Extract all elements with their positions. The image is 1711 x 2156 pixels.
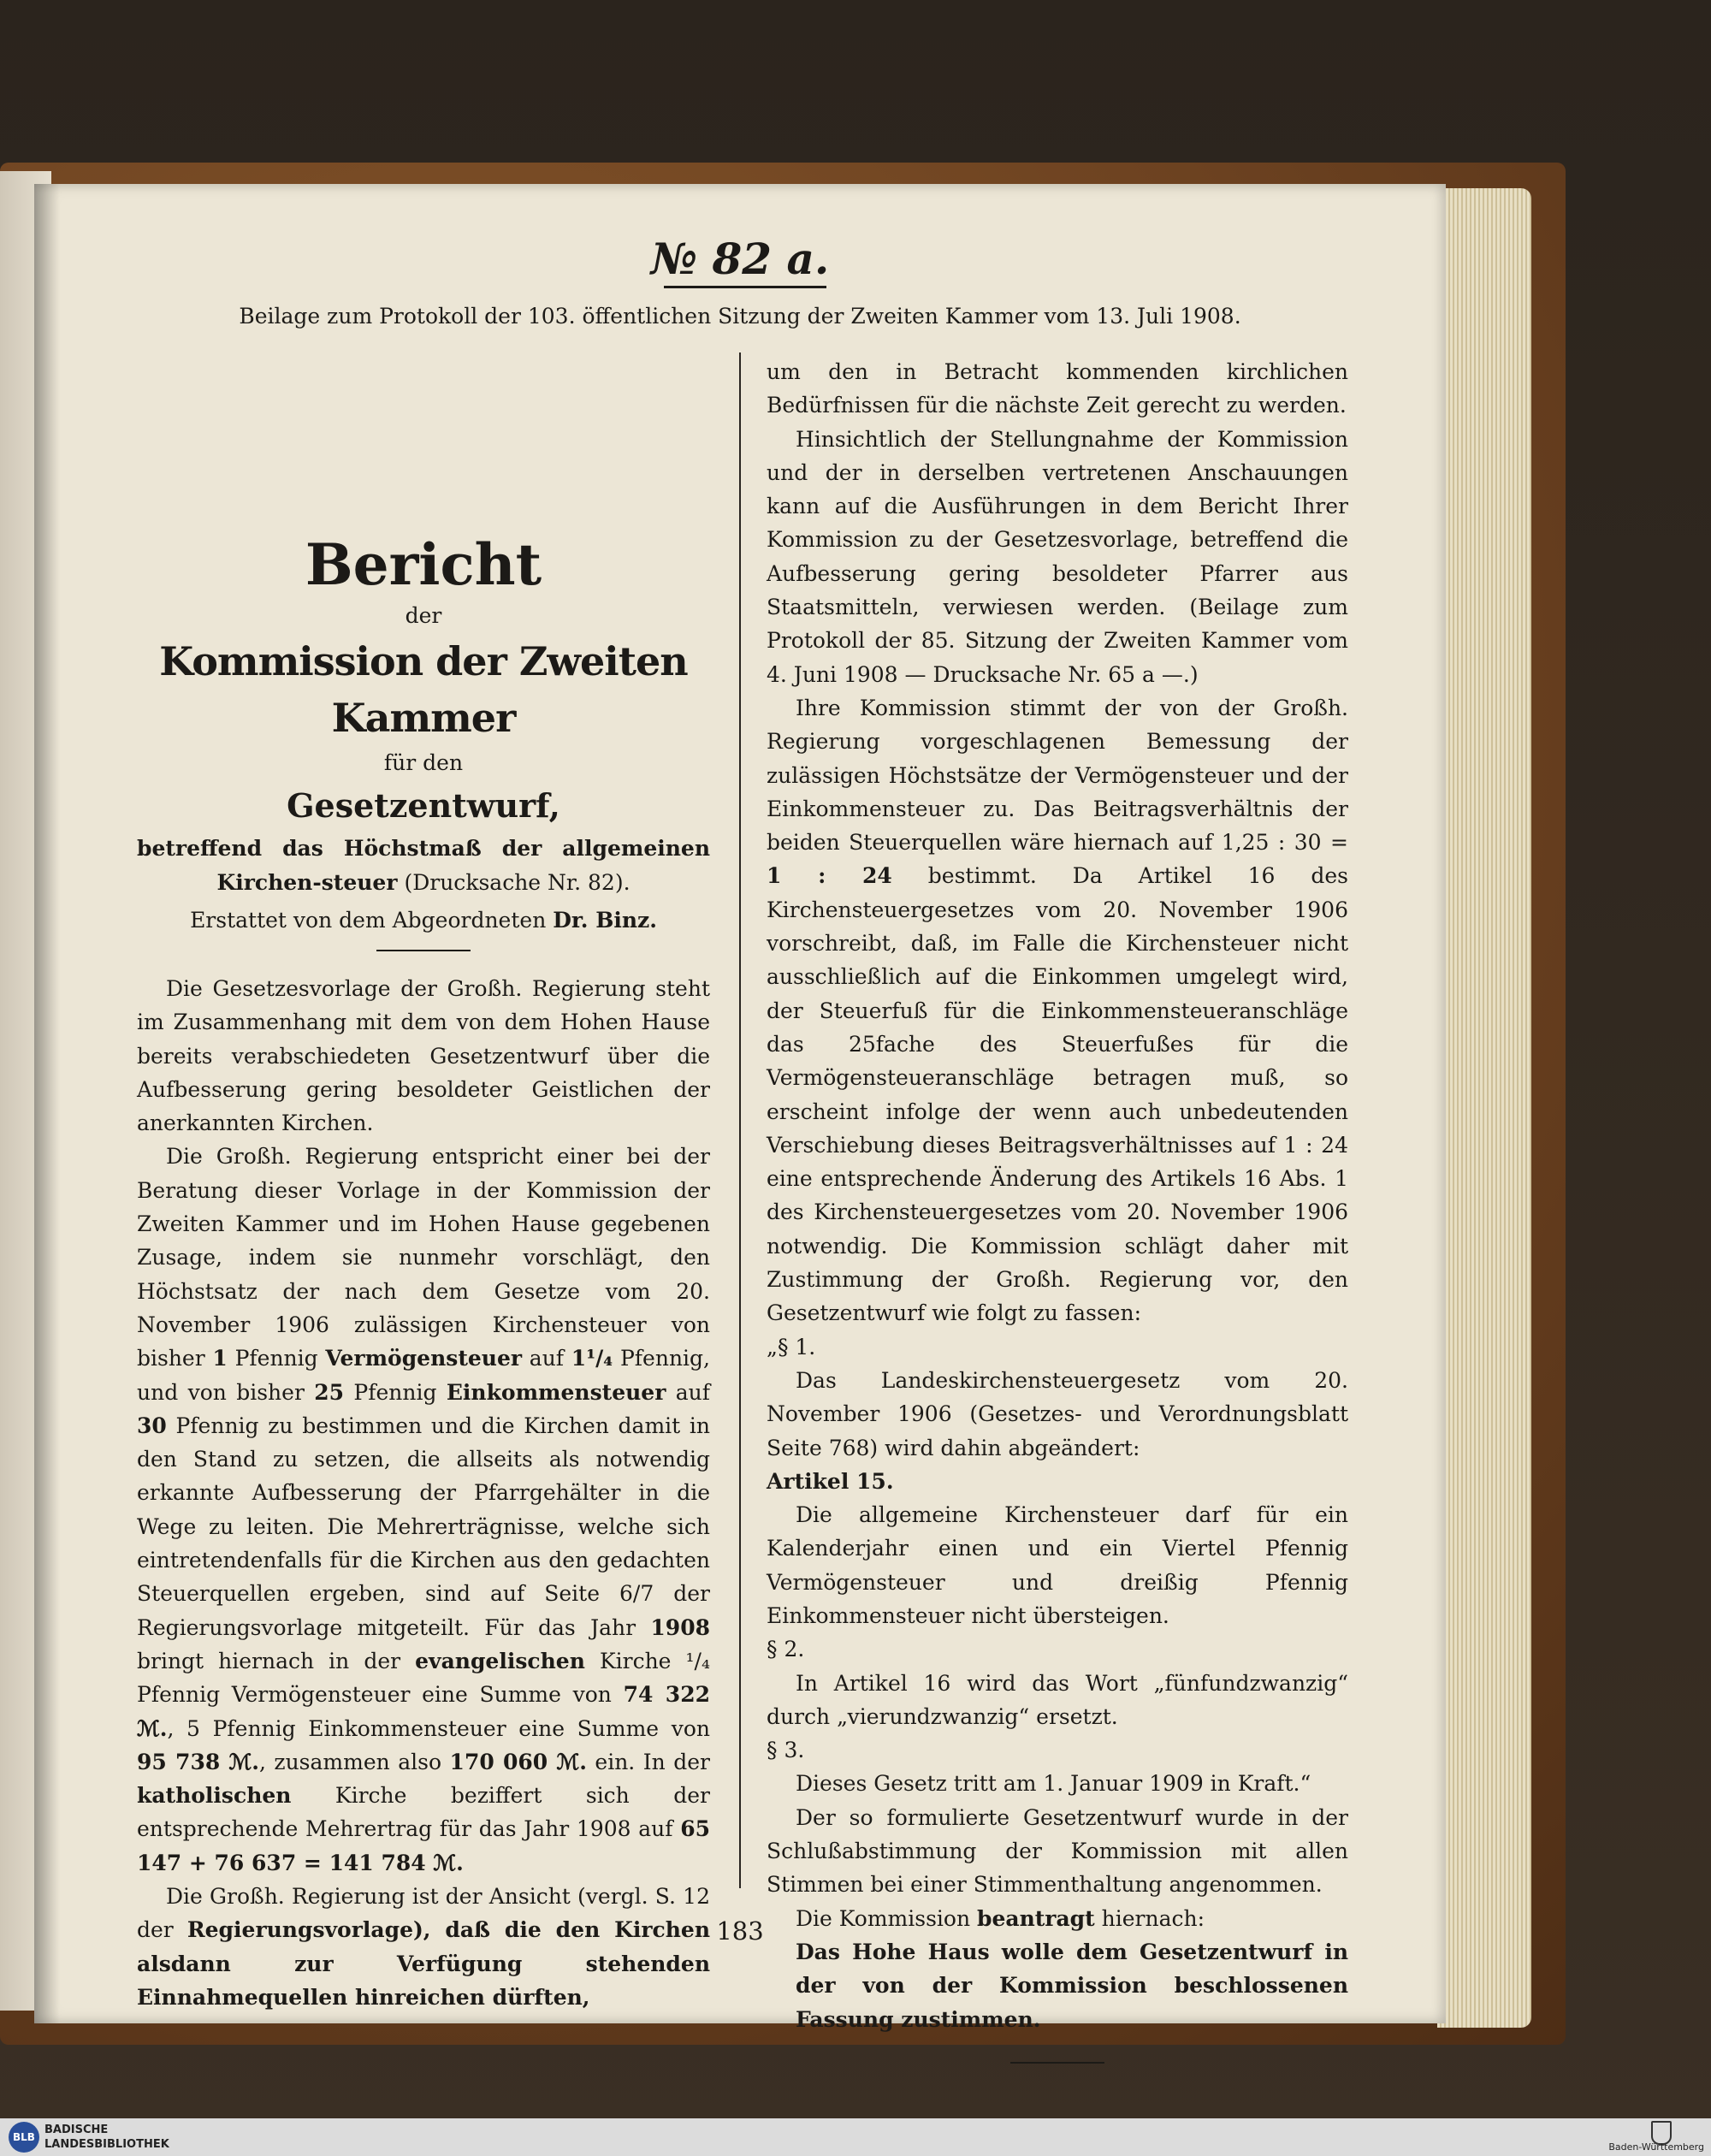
text-run: bringt hiernach in der: [137, 1648, 416, 1673]
section-2-text: In Artikel 16 wird das Wort „fünfundzwanzig“ durch „vierundzwanzig“ ersetzt.: [767, 1670, 1348, 1729]
left-paragraph-1: Die Gesetzesvorlage der Großh. Regierung steht im Zusammenhang mit dem von dem Hohen Hause bereits verabschiedeten Gesetzentwurf über die Aufbesserung gering besoldeter Geistlichen der anerkannten Kirchen.: [137, 976, 710, 1136]
section-3-text: Dieses Gesetz tritt am 1. Januar 1909 in Kraft.“: [796, 1771, 1311, 1797]
report-rapporteur-name: Dr. Binz.: [553, 908, 657, 933]
report-title-der: der: [405, 603, 442, 628]
text-run-bold: 65 147 + 76 637 = 141 784 ℳ.: [137, 1816, 710, 1875]
document-number-underline: [664, 286, 826, 288]
report-rapporteur: [137, 900, 710, 941]
section-1-heading: „§ 1.: [767, 1334, 816, 1359]
text-run: Pfennig: [227, 1346, 326, 1371]
library-name-line-1: BADISCHE: [44, 2123, 109, 2136]
text-run: , 5 Pfennig Einkommensteuer eine Summe von: [167, 1715, 710, 1741]
text-run: Pfennig zu bestimmen und die Kirchen damit in den Stand zu setzen, die allseits als notwendig erkannte Aufbesserung der Pfarrgehälter in die Wege zu leiten. Die Mehrerträgnisse, welche sich eintretendenfalls für die Kirchen aus den gedachten Steuerquellen ergeben, sind auf Seite 6/7 der Regierungsvorlage mitgeteilt. Für das Jahr: [137, 1413, 710, 1640]
text-run-bold: 1 : 24: [767, 863, 892, 889]
text-run-bold: evangelischen: [415, 1648, 585, 1673]
article-15-text: Die allgemeine Kirchensteuer darf für ein Kalenderjahr einen und ein Viertel Pfennig Vermögensteuer und dreißig Pfennig Einkommensteuer nicht übersteigen.: [767, 1502, 1348, 1628]
text-run: Die Kommission: [796, 1905, 977, 1931]
section-3-heading: § 3.: [767, 1738, 805, 1763]
text-run: Die Großh. Regierung ist der Ansicht (vergl. S. 12 der: [137, 1884, 710, 1943]
section-2-heading: § 2.: [767, 1637, 805, 1662]
text-run-bold: 170 060 ℳ.: [449, 1749, 587, 1774]
report-subject-detail: [137, 832, 710, 900]
report-title-fuer-den: für den: [383, 750, 464, 775]
right-column: [767, 355, 1348, 2064]
text-run-bold: 74 322 ℳ.: [137, 1682, 710, 1741]
report-rapporteur-label: Erstattet von dem Abgeordneten: [190, 908, 554, 933]
text-run: Kirche ¹/₄ Pfennig Vermögensteuer eine Summe von: [137, 1648, 710, 1708]
report-subject-bold: betreffend das Höchstmaß der allgemeinen Kirchen-steuer: [137, 836, 710, 895]
report-body-name: Kommission der Zweiten Kammer: [159, 638, 688, 741]
state-name: Baden-Württemberg: [1608, 2141, 1704, 2153]
column-divider: [739, 352, 741, 1888]
right-paragraph-4: Der so formulierte Gesetzentwurf wurde in der Schlußabstimmung der Kommission mit allen Stimmen bei einer Stimmenthaltung angenommen.: [767, 1804, 1348, 1898]
article-15-heading: Artikel 15.: [767, 1468, 894, 1494]
right-paragraph-2: Hinsichtlich der Stellungnahme der Kommission und der in derselben vertretenen Anschauungen kann auf die Ausführungen in dem Bericht Ihrer Kommission zu der Gesetzesvorlage, betreffend die Aufbesserung gering besoldeter Pfarrer aus Staatsmitteln, verwiesen werden. (Beilage zum Protokoll der 85. Sitzung der Zweiten Kammer vom 4. Juni 1908 — Drucksache Nr. 65 a —.): [767, 426, 1348, 687]
library-name: [44, 2123, 169, 2152]
text-run: Die Großh. Regierung entspricht einer bei der Beratung dieser Vorlage in der Kommission der Zweiten Kammer und im Hohen Hause gegebenen Zusage, indem sie nunmehr vorschlägt, den Höchstsatz der nach dem Gesetze vom 20. November 1906 zulässigen Kirchensteuer von bisher: [137, 1144, 710, 1371]
report-subject-reference: (Drucksache Nr. 82).: [397, 870, 631, 895]
text-run-bold: 30: [137, 1413, 167, 1438]
book-page-edges: [1437, 188, 1531, 2028]
text-run: ein. In der: [586, 1749, 711, 1774]
document-subtitle: Beilage zum Protokoll der 103. öffentlichen Sitzung der Zweiten Kammer vom 13. Juli 1908.: [239, 304, 1241, 329]
text-run-bold: beantragt: [977, 1905, 1095, 1931]
page-gutter-shadow: [34, 184, 60, 2023]
report-title: Bericht: [305, 531, 542, 598]
text-run: Kirche beziffert sich der entsprechende Mehrertrag für das Jahr 1908 auf: [137, 1783, 710, 1842]
text-run-bold: Regierungsvorlage), daß die den Kirchen alsdann zur Verfügung stehenden Einnahmequellen hinreichen dürften,: [137, 1917, 710, 2010]
left-column: [137, 530, 710, 2014]
text-run-bold: 1: [212, 1346, 228, 1371]
library-footer-bar: [0, 2118, 1711, 2156]
motion-text: Das Hohe Haus wolle dem Gesetzentwurf in der von der Kommission beschlossenen Fassung zustimmen.: [796, 1939, 1348, 2032]
right-paragraph-1: um den in Betracht kommenden kirchlichen Bedürfnissen für die nächste Zeit gerecht zu werden.: [767, 359, 1348, 418]
text-run-bold: Einkommensteuer: [446, 1379, 666, 1405]
text-run: , zusammen also: [258, 1749, 450, 1774]
text-run: Pfennig: [344, 1379, 447, 1405]
page-number: 183: [716, 1916, 764, 1946]
text-run: Pfennig, und von bisher: [137, 1346, 710, 1405]
text-run: auf: [666, 1379, 710, 1405]
text-run-bold: katholischen: [137, 1783, 292, 1809]
document-page: [34, 184, 1446, 2032]
report-subject: Gesetzentwurf,: [287, 786, 560, 825]
end-divider-rule: [1010, 2062, 1104, 2064]
library-name-line-2: LANDESBIBLIOTHEK: [44, 2138, 169, 2151]
report-title-block: [137, 530, 710, 951]
text-run-bold: 1908: [650, 1614, 710, 1640]
text-run-bold: 95 738 ℳ.: [137, 1749, 259, 1774]
document-number: № 82 a.: [650, 234, 830, 284]
text-run-bold: 1¹/₄: [571, 1346, 613, 1371]
title-divider-rule: [376, 950, 471, 951]
text-run: auf: [522, 1346, 571, 1371]
section-1-text: Das Landeskirchensteuergesetz vom 20. November 1906 (Gesetzes- und Verordnungsblatt Seite 768) wird dahin abgeändert:: [767, 1367, 1348, 1460]
right-paragraph-3: [767, 691, 1348, 1330]
text-run: hiernach:: [1094, 1905, 1205, 1931]
text-run: bestimmt. Da Artikel 16 des Kirchensteuergesetzes vom 20. November 1906 vorschreibt, daß, im Falle die Kirchensteuer nicht ausschließlich auf die Einkommen umgelegt wird, der Steuerfuß für die Einkommensteueranschläge das 25fache des Steuerfußes für die Vermögensteueranschläge betragen muß, so erscheint infolge der wenn auch unbedeutenden Verschiebung dieses Beitragsverhältnisses auf 1 : 24 eine entsprechende Änderung des Artikels 16 Abs. 1 des Kirchensteuergesetzes vom 20. November 1906 notwendig. Die Kommission schlägt daher mit Zustimmung der Großh. Regierung vor, den Gesetzentwurf wie folgt zu fassen:: [767, 863, 1349, 1326]
text-run: Ihre Kommission stimmt der von der Großh. Regierung vorgeschlagenen Bemessung der zulässigen Höchstsätze der Vermögensteuer und der Einkommensteuer zu. Das Beitragsverhältnis der beiden Steuerquellen wäre hiernach auf 1,25 : 30 =: [767, 695, 1348, 856]
blb-logo-icon: BLB: [9, 2122, 39, 2153]
left-paragraph-2: [137, 1140, 710, 1880]
text-run-bold: Vermögensteuer: [325, 1346, 523, 1371]
left-paragraph-3: [137, 1880, 710, 2014]
text-run-bold: 25: [314, 1379, 345, 1405]
